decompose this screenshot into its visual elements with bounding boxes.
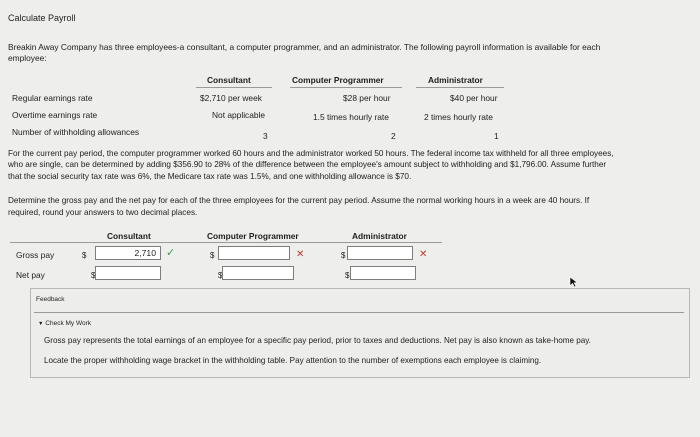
page-title: Calculate Payroll [8, 13, 76, 23]
consultant-allowances: 3 [263, 131, 268, 141]
instruction-line-1: Determine the gross pay and the net pay for each of the three employees for the current pay period. Assume the normal working hours in a week are 40 hours. If [8, 196, 590, 205]
gross-consultant-dollar: $ [82, 251, 87, 260]
net-pay-consultant-input[interactable] [95, 266, 161, 280]
administrator-overtime-rate: 2 times hourly rate [424, 112, 493, 122]
net-pay-programmer-input[interactable] [222, 266, 294, 280]
answer-header-programmer: Computer Programmer [207, 231, 299, 241]
answer-header-administrator: Administrator [352, 231, 407, 241]
gross-pay-label: Gross pay [16, 250, 55, 260]
programmer-allowances: 2 [391, 131, 396, 141]
gross-pay-consultant-input[interactable]: 2,710 [95, 246, 161, 260]
answer-header-underline [10, 242, 442, 243]
paragraph-line-1: For the current pay period, the computer programmer worked 60 hours and the administrator worked 50 hours. The federal income tax withheld for all three employees, [8, 149, 614, 158]
feedback-divider [34, 312, 684, 313]
header-underline-programmer [290, 87, 402, 88]
check-icon: ✓ [166, 247, 176, 259]
net-pay-label: Net pay [16, 270, 45, 280]
feedback-line-1: Gross pay represents the total earnings of an employee for a specific pay period, prior to taxes and deductions. Net pay is also known as take-home pay. [44, 336, 591, 345]
feedback-label: Feedback [36, 296, 65, 303]
gross-pay-programmer-input[interactable] [218, 246, 290, 260]
programmer-regular-rate: $28 per hour [343, 93, 391, 103]
info-header-programmer: Computer Programmer [292, 75, 384, 85]
check-my-work-toggle[interactable] [38, 320, 91, 327]
administrator-regular-rate: $40 per hour [450, 93, 498, 103]
row-label-overtime: Overtime earnings rate [12, 110, 98, 120]
net-pay-administrator-input[interactable] [350, 266, 416, 280]
consultant-overtime-rate: Not applicable [212, 110, 266, 120]
answer-header-consultant: Consultant [107, 231, 151, 241]
net-programmer-dollar: $ [218, 271, 223, 280]
consultant-regular-rate: $2,710 per week [200, 93, 262, 103]
row-label-regular: Regular earnings rate [12, 93, 93, 103]
triangle-down-icon: ▼ [38, 321, 44, 327]
net-administrator-dollar: $ [345, 271, 350, 280]
paragraph-line-3: that the social security tax rate was 6%, the Medicare tax rate was 1.5%, and one withholding allowance is $70. [8, 172, 412, 181]
intro-line-1: Breakin Away Company has three employees-a consultant, a computer programmer, and an administrator. The following payroll information is available for each [8, 42, 601, 52]
check-my-work-label: Check My Work [45, 320, 92, 327]
header-underline-administrator [416, 87, 504, 88]
net-consultant-dollar: $ [91, 271, 96, 280]
info-header-administrator: Administrator [428, 75, 483, 85]
instruction-line-2: required, round your answers to two decimal places. [8, 208, 198, 217]
mouse-cursor-icon [569, 276, 579, 288]
incorrect-x-icon: ✕ [296, 249, 305, 260]
feedback-line-2: Locate the proper withholding wage bracket in the withholding table. Pay attention to the number of exemptions each employee is claiming. [44, 356, 542, 365]
gross-administrator-dollar: $ [341, 251, 346, 260]
gross-programmer-dollar: $ [210, 251, 215, 260]
programmer-overtime-rate: 1.5 times hourly rate [313, 112, 389, 122]
header-underline-consultant [196, 87, 272, 88]
gross-pay-administrator-input[interactable] [347, 246, 413, 260]
incorrect-x-icon: ✕ [419, 249, 428, 260]
row-label-allowances: Number of withholding allowances [12, 127, 140, 137]
intro-line-2: employee: [8, 53, 47, 63]
administrator-allowances: 1 [494, 131, 499, 141]
paragraph-line-2: who are single, can be determined by adding $356.90 to 28% of the difference between the employee's amount subject to withholding and $1,796.00. Assume further [8, 160, 607, 169]
info-header-consultant: Consultant [207, 75, 251, 85]
